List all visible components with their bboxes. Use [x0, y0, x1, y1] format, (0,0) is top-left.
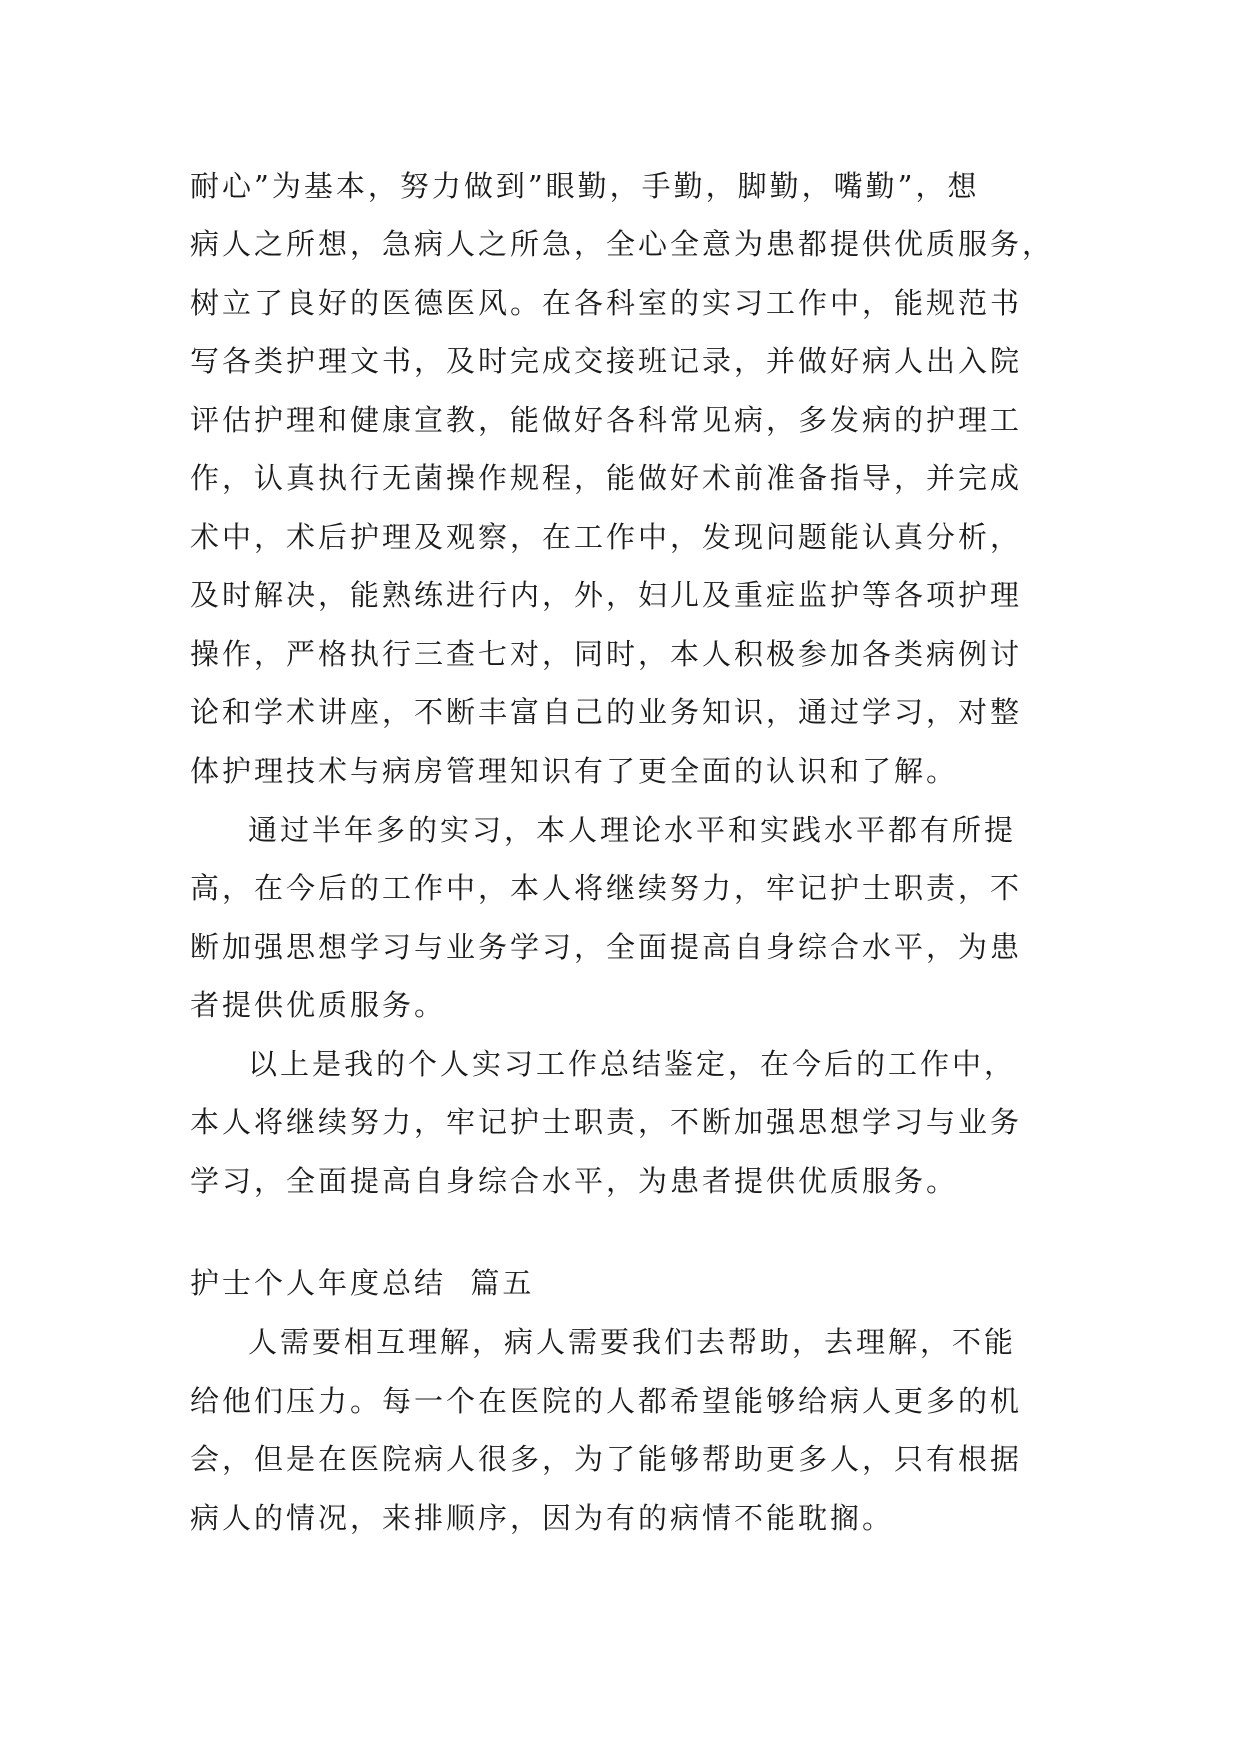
paragraph-line: 及时解决，能熟练进行内，外，妇儿及重症监护等各项护理: [190, 578, 1023, 612]
paragraph-line: 术中，术后护理及观察，在工作中，发现问题能认真分析，: [190, 520, 1023, 554]
paragraph-line: 以上是我的个人实习工作总结鉴定，在今后的工作中，: [248, 1047, 1017, 1081]
paragraph-line: 写各类护理文书，及时完成交接班记录，并做好病人出入院: [190, 344, 1023, 378]
paragraph-line: 病人之所想，急病人之所急，全心全意为患都提供优质服务，: [190, 227, 1055, 261]
paragraph-line: 高，在今后的工作中，本人将继续努力，牢记护士职责，不: [190, 871, 1023, 905]
paragraph-line: 病人的情况，来排顺序，因为有的病情不能耽搁。: [190, 1501, 895, 1535]
paragraph-line: 会，但是在医院病人很多，为了能够帮助更多人，只有根据: [190, 1442, 1023, 1476]
paragraph-line: 断加强思想学习与业务学习，全面提高自身综合水平，为患: [190, 930, 1023, 964]
paragraph-line: 耐心”为基本，努力做到”眼勤，手勤，脚勤，嘴勤”，想: [190, 169, 980, 203]
paragraph-line: 本人将继续努力，牢记护士职责，不断加强思想学习与业务: [190, 1105, 1023, 1139]
paragraph-line: 学习，全面提高自身综合水平，为患者提供优质服务。: [190, 1164, 959, 1198]
paragraph-line: 人需要相互理解，病人需要我们去帮助，去理解，不能: [248, 1325, 1017, 1359]
paragraph-line: 给他们压力。每一个在医院的人都希望能够给病人更多的机: [190, 1384, 1023, 1418]
section-heading: 护士个人年度总结 篇五: [190, 1266, 535, 1300]
paragraph-line: 者提供优质服务。: [190, 988, 447, 1022]
paragraph-line: 作，认真执行无菌操作规程，能做好术前准备指导，并完成: [190, 461, 1023, 495]
paragraph-line: 通过半年多的实习，本人理论水平和实践水平都有所提: [248, 813, 1017, 847]
paragraph-line: 评估护理和健康宣教，能做好各科常见病，多发病的护理工: [190, 403, 1023, 437]
paragraph-line: 论和学术讲座，不断丰富自己的业务知识，通过学习，对整: [190, 695, 1023, 729]
paragraph-line: 体护理技术与病房管理知识有了更全面的认识和了解。: [190, 754, 959, 788]
paragraph-line: 树立了良好的医德医风。在各科室的实习工作中，能规范书: [190, 286, 1023, 320]
paragraph-line: 操作，严格执行三查七对，同时，本人积极参加各类病例讨: [190, 637, 1023, 671]
